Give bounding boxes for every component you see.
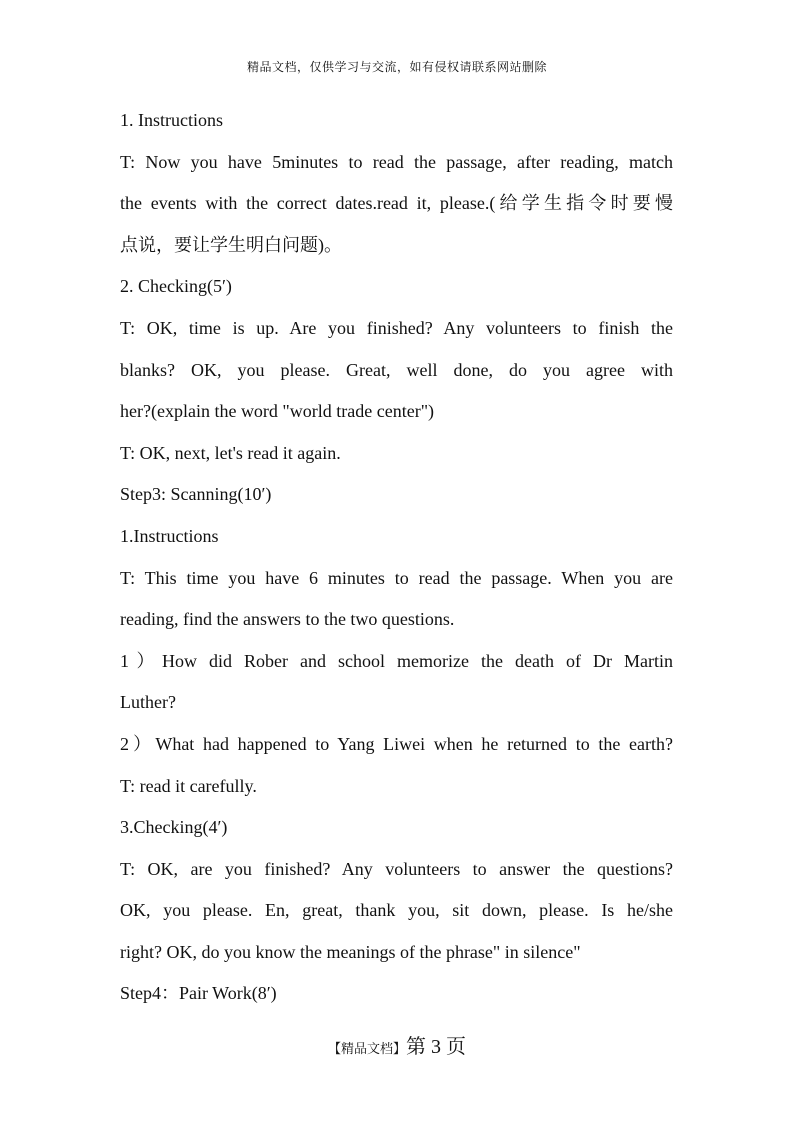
paragraph-line: OK, you please. En, great, thank you, sit down, please. Is he/she [120,900,673,921]
question-line: 2）What had happened to Yang Liwei when he returned to the earth? [120,733,673,754]
question-line: 1）How did Rober and school memorize the death of Dr Martin [120,650,673,671]
step-heading-scanning: Step3: Scanning(10′) [120,484,272,505]
section-heading-instructions: 1.Instructions [120,525,219,546]
paragraph-line: the events with the correct dates.read it, please.(给学生指令时要慢 [120,193,673,214]
page-number: 第 3 页 [406,1036,466,1058]
paragraph-line: T: OK, are you finished? Any volunteers to answer the questions? [120,858,673,879]
paragraph-line: her?(explain the word "world trade center") [120,401,435,422]
paragraph-line: 点说，要让学生明白问题)。 [120,234,342,255]
question-line: Luther? [120,692,176,713]
footer-tag: 【精品文档】 [327,1042,406,1057]
page-header: 精品文档，仅供学习与交流，如有侵权请联系网站删除 [246,60,547,74]
page-footer [0,1030,794,1059]
paragraph-line: T: OK, time is up. Are you finished? Any volunteers to finish the [120,317,673,338]
paragraph-line: reading, find the answers to the two questions. [120,609,455,630]
paragraph-line: T: OK, next, let's read it again. [120,442,341,463]
paragraph-line: T: This time you have 6 minutes to read the passage. When you are [120,567,673,588]
section-heading-checking: 3.Checking(4′) [120,817,228,838]
paragraph-line: T: read it carefully. [120,775,257,796]
paragraph-line: right? OK, do you know the meanings of the phrase" in silence" [120,941,581,962]
paragraph-line: T: Now you have 5minutes to read the passage, after reading, match [120,151,673,172]
paragraph-line: blanks? OK, you please. Great, well done, do you agree with [120,359,673,380]
section-heading-checking: 2. Checking(5′) [120,276,232,297]
step-heading-pair-work: Step4：Pair Work(8′) [120,983,277,1004]
document-body [120,100,673,1015]
section-heading-instructions: 1. Instructions [120,110,223,130]
